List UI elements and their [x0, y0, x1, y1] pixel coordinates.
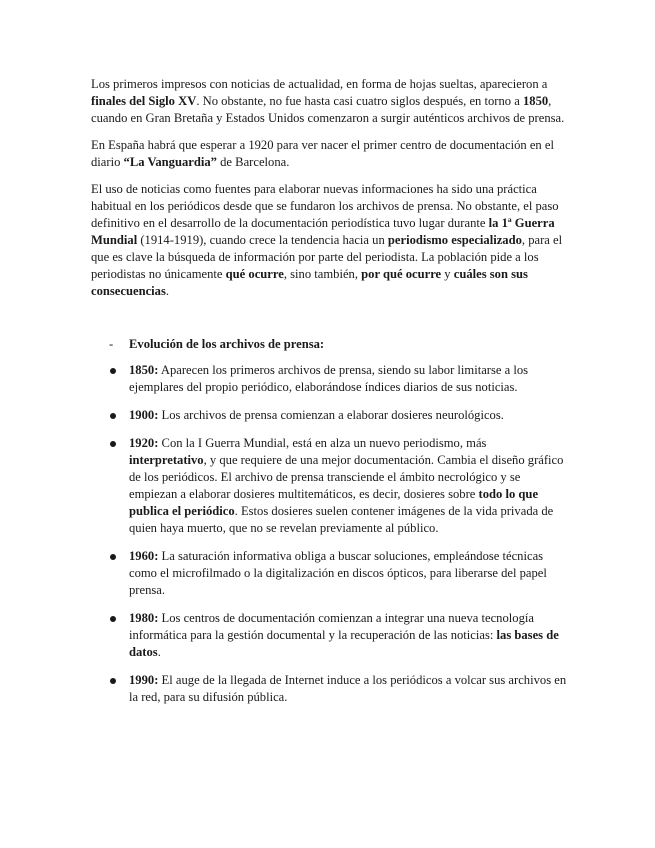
bullet-icon	[110, 368, 116, 374]
bullet-icon	[110, 616, 116, 622]
bold-run: 1980:	[129, 611, 159, 625]
text-run: . No obstante, no fue hasta casi cuatro siglos después, en torno a	[196, 94, 523, 108]
timeline-item-text	[129, 363, 528, 394]
timeline-item-text	[129, 549, 547, 597]
text-run: .	[157, 645, 161, 659]
bold-run: 1900:	[129, 408, 159, 422]
bold-run: la 1ª Guerra Mundial	[91, 216, 555, 247]
text-run: La saturación informativa obliga a buscar soluciones, empleándose técnicas como el microfilmado o la digitalización en discos ópticos, para liberarse del papel prensa.	[129, 549, 547, 597]
bold-run: 1960:	[129, 549, 159, 563]
paragraph	[91, 137, 567, 171]
timeline-item-text	[129, 673, 566, 704]
bullet-icon	[110, 441, 116, 447]
text-run: .	[165, 284, 170, 298]
intro-paragraphs	[91, 76, 567, 300]
timeline-item	[91, 548, 567, 599]
text-run: Los primeros impresos con noticias de actualidad, en forma de hojas sueltas, aparecieron a	[91, 77, 548, 91]
bold-run: interpretativo	[129, 453, 204, 467]
bold-run: 1990:	[129, 673, 159, 687]
bullet-icon	[110, 413, 116, 419]
timeline-item	[91, 672, 567, 706]
bullet-icon	[110, 554, 116, 560]
bold-run: finales del Siglo XV	[91, 94, 197, 108]
bold-run: 1850:	[129, 363, 159, 377]
bold-run: “La Vanguardia”	[123, 155, 217, 169]
timeline-item-text	[129, 611, 559, 659]
text-run: , y que requiere de una mejor documentación. Cambia el diseño gráfico de los periódicos. El archivo de prensa transciende el ámbito necrológico y se empiezan a elaborar dosieres multitemáticos, es decir, dosieres sobre	[129, 453, 564, 501]
document-page	[91, 76, 567, 717]
section-heading-text: Evolución de los archivos de prensa:	[129, 337, 325, 351]
text-run: y	[441, 267, 454, 281]
bold-run: cuáles son sus consecuencias	[91, 267, 528, 298]
bold-run: qué ocurre	[225, 267, 284, 281]
timeline-item-text	[129, 436, 563, 535]
text-run: Con la I Guerra Mundial, está en alza un nuevo periodismo, más	[158, 436, 487, 450]
text-run: , cuando en Gran Bretaña y Estados Unidos comenzaron a surgir auténticos archivos de prensa.	[91, 94, 565, 125]
text-run: El auge de la llegada de Internet induce a los periódicos a volcar sus archivos en la red, para su difusión pública.	[129, 673, 567, 704]
text-run: En España habrá que esperar a 1920 para ver nacer el primer centro de documentación en el diario	[91, 138, 554, 169]
timeline-item	[91, 407, 567, 424]
bold-run: por qué ocurre	[361, 267, 442, 281]
timeline-item-text	[129, 408, 504, 422]
text-run: de Barcelona.	[216, 155, 290, 169]
text-run: Los archivos de prensa comienzan a elaborar dosieres neurológicos.	[158, 408, 504, 422]
paragraph	[91, 76, 567, 127]
text-run: , para el que es clave la búsqueda de información por parte del periodista. La población pide a los periodistas no únicamente	[91, 233, 563, 281]
timeline-list	[91, 362, 567, 706]
timeline-item	[91, 610, 567, 661]
bold-run: las bases de datos	[129, 628, 559, 659]
text-run: . Estos dosieres suelen contener imágenes de la vida privada de quien haya muerto, que no se revelan previamente al público.	[129, 504, 554, 535]
text-run: (1914-1919), cuando crece la tendencia hacia un	[137, 233, 388, 247]
paragraph	[91, 181, 567, 300]
timeline-item	[91, 362, 567, 396]
text-run: , sino también,	[283, 267, 362, 281]
dash-marker: -	[109, 337, 114, 351]
bold-run: 1920:	[129, 436, 159, 450]
text-run: El uso de noticias como fuentes para elaborar nuevas informaciones ha sido una práctica habitual en los periódicos desde que se fundaron los archivos de prensa. No obstante, el paso definitivo en el desarrollo de la documentación periodística tuvo lugar durante	[91, 182, 559, 230]
section-heading	[91, 336, 567, 353]
bold-run: todo lo que publica el periódico	[129, 487, 539, 518]
text-run: Aparecen los primeros archivos de prensa, siendo su labor limitarse a los ejemplares del propio periódico, elaborándose índices diarios de sus noticias.	[129, 363, 529, 394]
text-run: Los centros de documentación comienzan a integrar una nueva tecnología informática para la gestión documental y la recuperación de las noticias:	[129, 611, 534, 642]
bold-run: 1850	[522, 94, 549, 108]
bold-run: periodismo especializado	[387, 233, 522, 247]
bullet-icon	[110, 678, 116, 684]
timeline-item	[91, 435, 567, 537]
